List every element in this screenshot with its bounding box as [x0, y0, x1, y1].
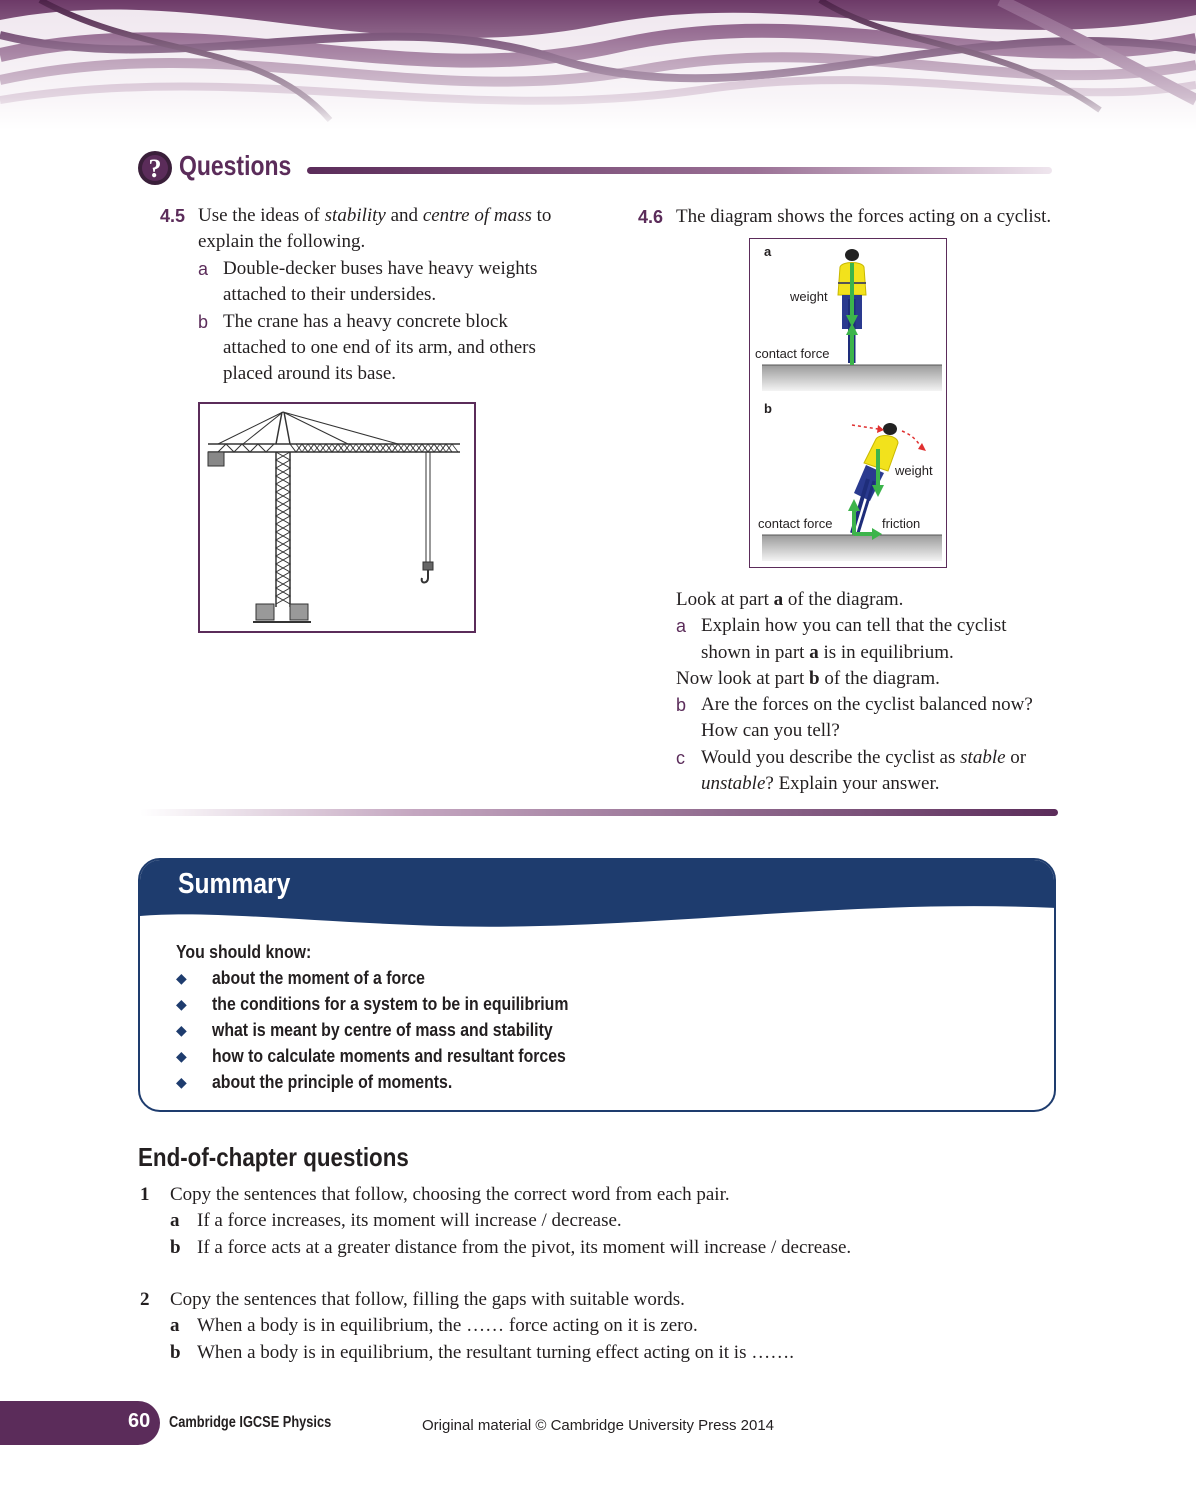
summary-item	[176, 1046, 876, 1072]
summary-title: Summary	[178, 868, 291, 900]
summary-item-text: the conditions for a system to be in equilibrium	[212, 994, 569, 1014]
questions-title: Questions	[179, 150, 292, 181]
copyright-notice: Original material © Cambridge University Press 2014	[422, 1417, 775, 1434]
diagram-a-contact-label: contact force	[755, 346, 830, 361]
diamond-bullet-icon: ◆	[176, 1075, 187, 1091]
diagram-a-weight-label: weight	[790, 289, 828, 304]
diamond-bullet-icon: ◆	[176, 1023, 187, 1039]
svg-text:?: ?	[148, 154, 162, 183]
summary-item	[176, 1020, 876, 1046]
end-of-chapter-question-1: 1 Copy the sentences that follow, choosing the correct word from each pair. a If a force increases, its moment will increase / decrease. b If a force acts at a greater distance from the pivot, its moment will increase / decrease.	[140, 1184, 852, 1258]
question-4-5: 4.5 Use the ideas of stability and centre of mass to explain the following. a Double-decker buses have heavy weights attached to their undersides. b The crane has a heavy concrete block attached to one end of its arm, and others placed around its base.	[160, 205, 552, 384]
crane-diagram	[198, 402, 476, 633]
summary-item-text: how to calculate moments and resultant forces	[212, 1046, 566, 1066]
question-4-6-parts: Look at part a of the diagram. a Explain how you can tell that the cyclist shown in part a is in equilibrium. Now look at part b of the diagram. b Are the forces on the cyclist balanced now? How can you tell? c Would you describe the cyclist as stable or unstable? Explain your answer.	[676, 589, 1033, 794]
diamond-bullet-icon: ◆	[176, 971, 187, 987]
diagram-b-friction-label: friction	[882, 516, 921, 531]
book-title: Cambridge IGCSE Physics	[169, 1414, 332, 1431]
questions-end-rule	[140, 809, 1058, 816]
diagram-b-weight-label: weight	[895, 463, 933, 478]
summary-content	[176, 942, 876, 1102]
end-of-chapter-title: End-of-chapter questions	[138, 1142, 409, 1172]
questions-title-rule	[307, 167, 1052, 174]
diagram-part-b-label: b	[764, 401, 772, 416]
diamond-bullet-icon: ◆	[176, 997, 187, 1013]
summary-intro: You should know:	[176, 942, 312, 962]
summary-item	[176, 994, 876, 1020]
summary-item	[176, 1072, 876, 1098]
cyclist-diagram	[749, 238, 947, 568]
summary-item-text: what is meant by centre of mass and stability	[212, 1020, 553, 1040]
summary-box	[138, 858, 1056, 1112]
diagram-part-a-label: a	[764, 244, 772, 259]
summary-item-text: about the principle of moments.	[212, 1072, 453, 1092]
summary-item-text: about the moment of a force	[212, 968, 425, 988]
question-mark-icon	[137, 150, 173, 186]
end-of-chapter-question-2: 2 Copy the sentences that follow, filling the gaps with suitable words. a When a body is in equilibrium, the …… force acting on it is zero. b When a body is in equilibrium, the resultant turning effect acting on it is …….	[140, 1289, 794, 1363]
diagram-b-contact-label: contact force	[758, 516, 833, 531]
diamond-bullet-icon: ◆	[176, 1049, 187, 1065]
page-number: 60	[128, 1410, 151, 1432]
header-banner	[0, 0, 1196, 130]
summary-item	[176, 968, 876, 994]
question-4-6-intro: 4.6 The diagram shows the forces acting on a cyclist.	[638, 206, 1052, 227]
